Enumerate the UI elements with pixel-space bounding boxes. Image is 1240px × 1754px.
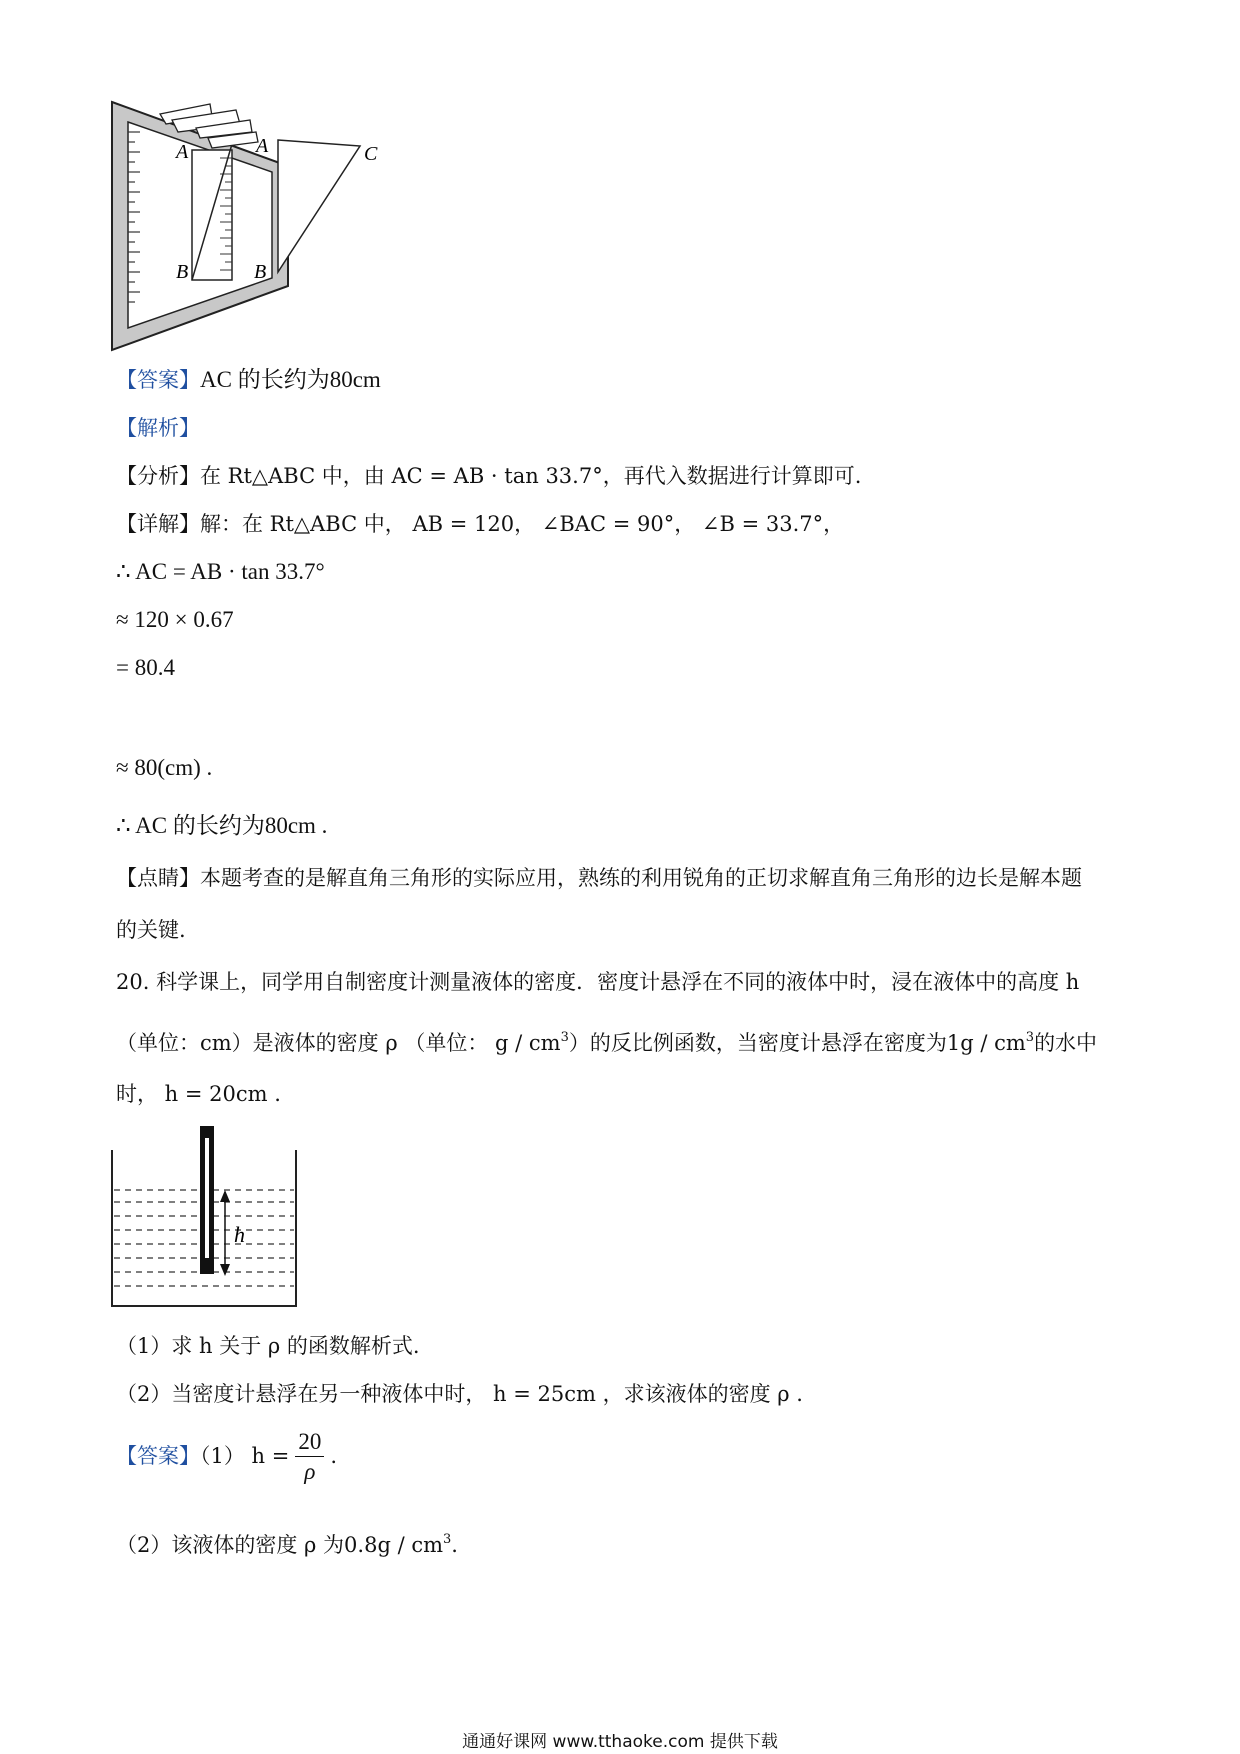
q19-step4: ≈ 80(cm) . [116, 755, 213, 780]
q20-part2: （2）当密度计悬浮在另一种液体中时， h = 25cm ，求该液体的密度 ρ . [116, 1382, 803, 1406]
answer-tag: 【答案】 [116, 1444, 200, 1468]
q19-conclusion: ∴ AC 的长约为80cm . [116, 813, 328, 838]
analysis-text: 在 Rt△ABC 中，由 AC = AB · tan 33.7°，再代入数据进行计算即可. [200, 464, 862, 488]
hydrometer-figure [110, 1126, 304, 1312]
q19-analysis [116, 462, 861, 490]
sup-3: 3 [560, 1030, 569, 1045]
detail-text: 解：在 Rt△ABC 中， AB = 120， ∠BAC = 90°， ∠B = 33.7°， [200, 512, 845, 536]
fraction-20-over-rho [295, 1428, 324, 1487]
page-footer: 通通好课网 www.tthaoke.com 提供下载 [462, 1732, 778, 1752]
answer-tag: 【答案】 [116, 368, 200, 392]
comment-line1: 本题考查的是解直角三角形的实际应用，熟练的利用锐角的正切求解直角三角形的边长是解本题 [200, 866, 1082, 890]
sup-3-b: 3 [1025, 1030, 1035, 1045]
detail-tag: 【详解】 [116, 512, 200, 536]
q20-answer1 [116, 1426, 337, 1487]
label-h: h [234, 1222, 245, 1247]
q20-line3: 时， h = 20cm . [116, 1082, 281, 1106]
q20-line2a: （单位：cm）是液体的密度 ρ （单位： g / cm [116, 1031, 561, 1055]
frac-denominator: ρ [304, 1459, 316, 1484]
label-a-left: A [176, 141, 189, 163]
answer2b: . [451, 1533, 458, 1557]
q19-comment-line2: 的关键. [116, 918, 186, 942]
label-b-left: B [176, 261, 189, 283]
q20-line2 [116, 1024, 1097, 1057]
q19-answer [116, 366, 381, 394]
q20-line2c: 的水中 [1034, 1031, 1098, 1055]
answer-text: AC 的长约为80cm [200, 367, 381, 392]
q19-detail [116, 510, 844, 538]
q19-step1: ∴ AC = AB · tan 33.7° [116, 559, 325, 584]
q20-part1: （1）求 h 关于 ρ 的函数解析式. [116, 1334, 420, 1358]
q20-line2b: ）的反比例函数，当密度计悬浮在密度为1g / cm [568, 1031, 1026, 1055]
answer1-suffix: . [330, 1444, 338, 1468]
analysis-sub-tag: 【分析】 [116, 464, 200, 488]
q19-comment [116, 864, 1082, 892]
answer2a: （2）该液体的密度 ρ 为0.8g / cm [116, 1533, 443, 1557]
triangle-ruler-figure [100, 88, 440, 358]
label-a-right: A [256, 135, 269, 157]
comment-tag: 【点睛】 [116, 866, 200, 890]
label-c: C [364, 143, 378, 165]
sup-3-c: 3 [443, 1532, 452, 1547]
frac-numerator: 20 [295, 1428, 324, 1457]
q19-analysis-tag: 【解析】 [116, 416, 200, 440]
answer1-prefix: （1） h = [200, 1444, 290, 1468]
label-b-right: B [254, 261, 267, 283]
q19-step3: = 80.4 [116, 655, 175, 680]
q20-line1: 20. 科学课上，同学用自制密度计测量液体的密度．密度计悬浮在不同的液体中时，浸在液体中的高度 h [116, 970, 1080, 994]
q19-step2: ≈ 120 × 0.67 [116, 607, 234, 632]
q20-answer2 [116, 1526, 458, 1559]
